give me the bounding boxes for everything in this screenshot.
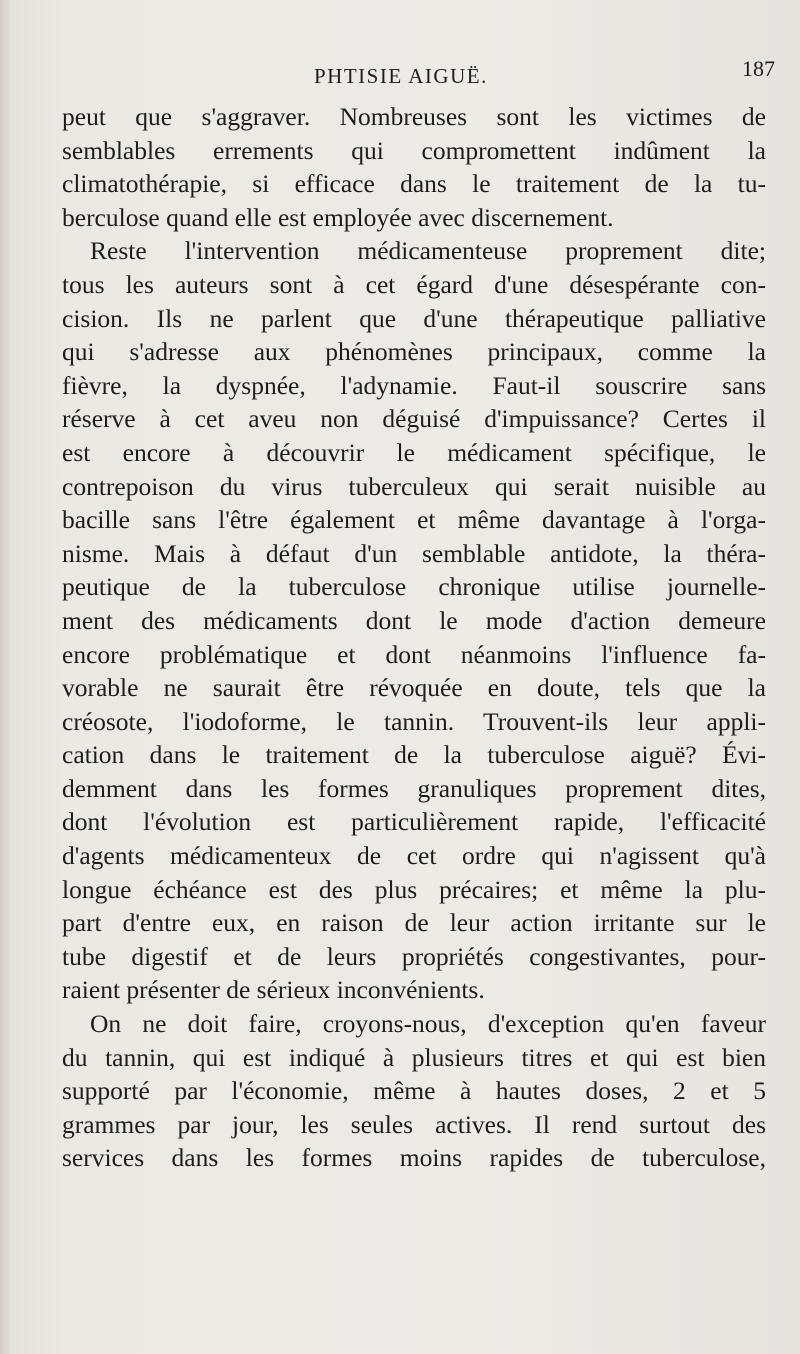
- binding-gutter: [0, 0, 10, 1354]
- text-line: semblables errements qui compromettent indûment la: [62, 135, 766, 165]
- text-line: dont l'évolution est particulièrement rapide, l'efficacité: [62, 807, 766, 837]
- text-line: tube digestif et de leurs propriétés congestivantes, pour-: [62, 941, 766, 971]
- running-head: [0, 46, 800, 86]
- text-line: supporté par l'économie, même à hautes doses, 2 et 5: [62, 1076, 766, 1106]
- text-line: berculose quand elle est employée avec discernement.: [62, 202, 614, 232]
- text-line: est encore à découvrir le médicament spécifique, le: [62, 437, 766, 467]
- text-line: part d'entre eux, en raison de leur action irritante sur le: [62, 908, 766, 938]
- text-line: fièvre, la dyspnée, l'adynamie. Faut-il souscrire sans: [62, 370, 766, 400]
- text-line: du tannin, qui est indiqué à plusieurs titres et qui est bien: [62, 1042, 766, 1072]
- text-line: cation dans le traitement de la tuberculose aiguë? Évi-: [62, 740, 766, 770]
- text-line: peutique de la tuberculose chronique utilise journelle-: [62, 572, 766, 602]
- text-line: longue échéance est des plus précaires; et même la plu-: [62, 874, 766, 904]
- text-line: peut que s'aggraver. Nombreuses sont les victimes de: [62, 102, 766, 131]
- text-line: nisme. Mais à défaut d'un semblable antidote, la théra-: [62, 538, 766, 568]
- text-line: climatothérapie, si efficace dans le traitement de la tu-: [62, 169, 766, 199]
- text-line: services dans les formes moins rapides de tuberculose,: [62, 1143, 766, 1173]
- text-line: cision. Ils ne parlent que d'une thérapeutique palliative: [62, 303, 766, 333]
- running-title: PHTISIE AIGUË.: [314, 64, 488, 88]
- text-line: demment dans les formes granuliques proprement dites,: [62, 773, 766, 803]
- text-line: tous les auteurs sont à cet égard d'une désespérante con-: [62, 269, 766, 299]
- text-line: vorable ne saurait être révoquée en doute, tels que la: [62, 673, 766, 703]
- text-line: réserve à cet aveu non déguisé d'impuissance? Certes il: [62, 404, 766, 434]
- body-text: [62, 100, 766, 1175]
- text-line: qui s'adresse aux phénomènes principaux, comme la: [62, 337, 766, 367]
- text-line: créosote, l'iodoforme, le tannin. Trouvent-ils leur appli-: [62, 706, 766, 736]
- page-number: 187: [742, 56, 775, 81]
- text-line: grammes par jour, les seules actives. Il rend surtout des: [62, 1109, 766, 1139]
- paragraph-start-line: Reste l'intervention médicamenteuse proprement dite;: [90, 236, 766, 266]
- paragraph-start-line: On ne doit faire, croyons-nous, d'exception qu'en faveur: [90, 1009, 766, 1039]
- text-line: encore problématique et dont néanmoins l'influence fa-: [62, 639, 766, 669]
- text-line: bacille sans l'être également et même davantage à l'orga-: [62, 505, 766, 535]
- text-line: contrepoison du virus tuberculeux qui serait nuisible au: [62, 471, 766, 501]
- text-line: ment des médicaments dont le mode d'action demeure: [62, 605, 766, 635]
- text-line: d'agents médicamenteux de cet ordre qui n'agissent qu'à: [62, 841, 766, 871]
- text-line: raient présenter de sérieux inconvénients.: [62, 975, 485, 1005]
